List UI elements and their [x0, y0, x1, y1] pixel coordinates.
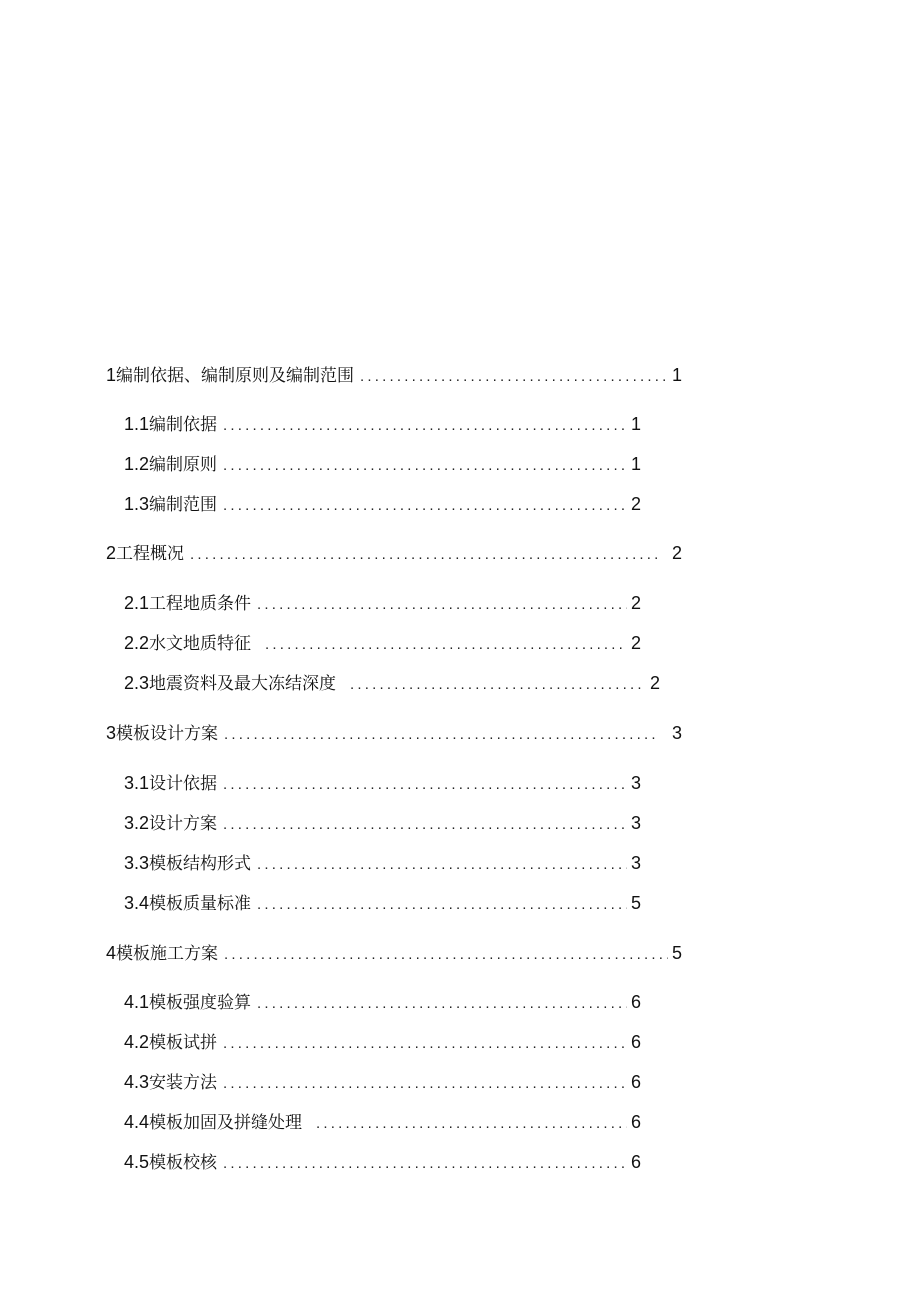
- toc-entry-1-3[interactable]: [124, 492, 641, 516]
- toc-entry-3-1[interactable]: [124, 771, 641, 795]
- toc-entry-title: 编制依据、编制原则及编制范围: [116, 366, 355, 386]
- toc-entry-4-1[interactable]: [124, 990, 641, 1014]
- toc-entry-page: 1: [671, 365, 682, 385]
- toc-entry-title: 模板设计方案: [116, 724, 219, 744]
- toc-entry-number: 3.3: [124, 853, 150, 873]
- toc-entry-3-3[interactable]: [124, 851, 641, 875]
- dot-leader: [223, 813, 627, 837]
- dot-leader: [350, 673, 646, 697]
- toc-entry-number: 2.2: [124, 633, 150, 653]
- toc-entry-page: 2: [649, 673, 660, 693]
- toc-entry-4-3[interactable]: [124, 1070, 641, 1094]
- toc-entry-number: 1.2: [124, 454, 150, 474]
- toc-entry-label: [124, 771, 217, 796]
- toc-entry-title: 编制原则: [149, 455, 218, 475]
- toc-entry-title: 设计依据: [149, 774, 218, 794]
- toc-entry-number: 2.1: [124, 593, 150, 613]
- toc-entry-title: 设计方案: [149, 814, 218, 834]
- dot-leader: [223, 1072, 627, 1096]
- toc-entry-number: 4: [106, 943, 117, 963]
- toc-entry-title: 编制范围: [149, 495, 218, 515]
- toc-entry-4-4[interactable]: [124, 1110, 641, 1134]
- dot-leader: [223, 414, 627, 438]
- toc-entry-label: [124, 1150, 217, 1175]
- toc-entry-page: 2: [630, 494, 641, 514]
- dot-leader: [257, 593, 627, 617]
- toc-entry-number: 1.1: [124, 414, 150, 434]
- toc-entry-page: 3: [630, 813, 641, 833]
- toc-entry-title: 工程概况: [116, 544, 185, 564]
- toc-entry-label: [106, 941, 218, 966]
- toc-entry-number: 3.2: [124, 813, 150, 833]
- toc-entry-2-3[interactable]: [124, 671, 660, 695]
- dot-leader: [224, 723, 658, 747]
- toc-entry-page: 2: [630, 633, 641, 653]
- toc-entry-page: 2: [630, 593, 641, 613]
- toc-entry-title: 模板结构形式: [149, 854, 252, 874]
- toc-entry-page: 5: [671, 943, 682, 963]
- toc-entry-page: 1: [630, 454, 641, 474]
- toc-entry-number: 1.3: [124, 494, 150, 514]
- toc-entry-1-1[interactable]: [124, 412, 641, 436]
- toc-entry-title: 水文地质特征: [149, 634, 252, 654]
- toc-entry-number: 4.2: [124, 1032, 150, 1052]
- toc-entry-label: [124, 1070, 217, 1095]
- dot-leader: [257, 992, 627, 1016]
- toc-entry-title: 模板校核: [149, 1153, 218, 1173]
- dot-leader: [257, 853, 627, 877]
- toc-entry-label: [124, 851, 251, 876]
- dot-leader: [223, 494, 627, 518]
- dot-leader: [316, 1112, 627, 1136]
- toc-entry-title: 安装方法: [149, 1073, 218, 1093]
- toc-entry-1[interactable]: [106, 363, 682, 387]
- toc-entry-page: 3: [671, 723, 682, 743]
- toc-entry-number: 1: [106, 365, 117, 385]
- toc-entry-number: 2: [106, 543, 117, 563]
- toc-entry-3[interactable]: [106, 721, 682, 745]
- toc-entry-page: 6: [630, 1032, 641, 1052]
- toc-entry-number: 2.3: [124, 673, 150, 693]
- toc-entry-page: 5: [630, 893, 641, 913]
- toc-entry-page: 6: [630, 1152, 641, 1172]
- toc-entry-1-2[interactable]: [124, 452, 641, 476]
- toc-entry-number: 3: [106, 723, 117, 743]
- toc-entry-title: 模板加固及拼缝处理: [149, 1113, 303, 1133]
- toc-entry-label: [124, 412, 217, 437]
- dot-leader: [190, 543, 658, 567]
- toc-entry-page: 3: [630, 773, 641, 793]
- toc-entry-label: [124, 631, 251, 656]
- dot-leader: [223, 1032, 627, 1056]
- toc-entry-3-4[interactable]: [124, 891, 641, 915]
- dot-leader: [223, 773, 627, 797]
- toc-entry-2[interactable]: [106, 541, 682, 565]
- dot-leader: [257, 893, 627, 917]
- toc-entry-label: [124, 591, 251, 616]
- dot-leader: [223, 454, 627, 478]
- toc-entry-label: [124, 1030, 217, 1055]
- toc-entry-label: [124, 891, 251, 916]
- toc-entry-number: 3.1: [124, 773, 150, 793]
- toc-entry-label: [124, 671, 336, 696]
- toc-entry-title: 模板强度验算: [149, 993, 252, 1013]
- dot-leader: [360, 365, 668, 389]
- toc-entry-page: 2: [671, 543, 682, 563]
- toc-entry-title: 编制依据: [149, 415, 218, 435]
- toc-entry-title: 地震资料及最大冻结深度: [149, 674, 337, 694]
- toc-entry-label: [124, 811, 217, 836]
- toc-entry-2-2[interactable]: [124, 631, 641, 655]
- toc-entry-number: 3.4: [124, 893, 150, 913]
- toc-entry-page: 1: [630, 414, 641, 434]
- toc-entry-label: [124, 1110, 302, 1135]
- toc-entry-title: 模板施工方案: [116, 944, 219, 964]
- dot-leader: [223, 1152, 627, 1176]
- toc-entry-label: [124, 990, 251, 1015]
- toc-entry-number: 4.4: [124, 1112, 150, 1132]
- toc-entry-2-1[interactable]: [124, 591, 641, 615]
- toc-entry-3-2[interactable]: [124, 811, 641, 835]
- toc-entry-4[interactable]: [106, 941, 682, 965]
- toc-entry-4-2[interactable]: [124, 1030, 641, 1054]
- toc-entry-number: 4.3: [124, 1072, 150, 1092]
- toc-entry-title: 工程地质条件: [149, 594, 252, 614]
- dot-leader: [265, 633, 627, 657]
- toc-entry-4-5[interactable]: [124, 1150, 641, 1174]
- toc-entry-number: 4.5: [124, 1152, 150, 1172]
- toc-entry-title: 模板试拼: [149, 1033, 218, 1053]
- toc-entry-label: [124, 492, 217, 517]
- toc-entry-label: [106, 363, 354, 388]
- dot-leader: [224, 943, 668, 967]
- toc-entry-label: [106, 721, 218, 746]
- toc-entry-page: 3: [630, 853, 641, 873]
- toc-entry-page: 6: [630, 1112, 641, 1132]
- toc-entry-label: [106, 541, 184, 566]
- toc-entry-number: 4.1: [124, 992, 150, 1012]
- toc-entry-page: 6: [630, 992, 641, 1012]
- toc-entry-label: [124, 452, 217, 477]
- toc-entry-page: 6: [630, 1072, 641, 1092]
- toc-entry-title: 模板质量标准: [149, 894, 252, 914]
